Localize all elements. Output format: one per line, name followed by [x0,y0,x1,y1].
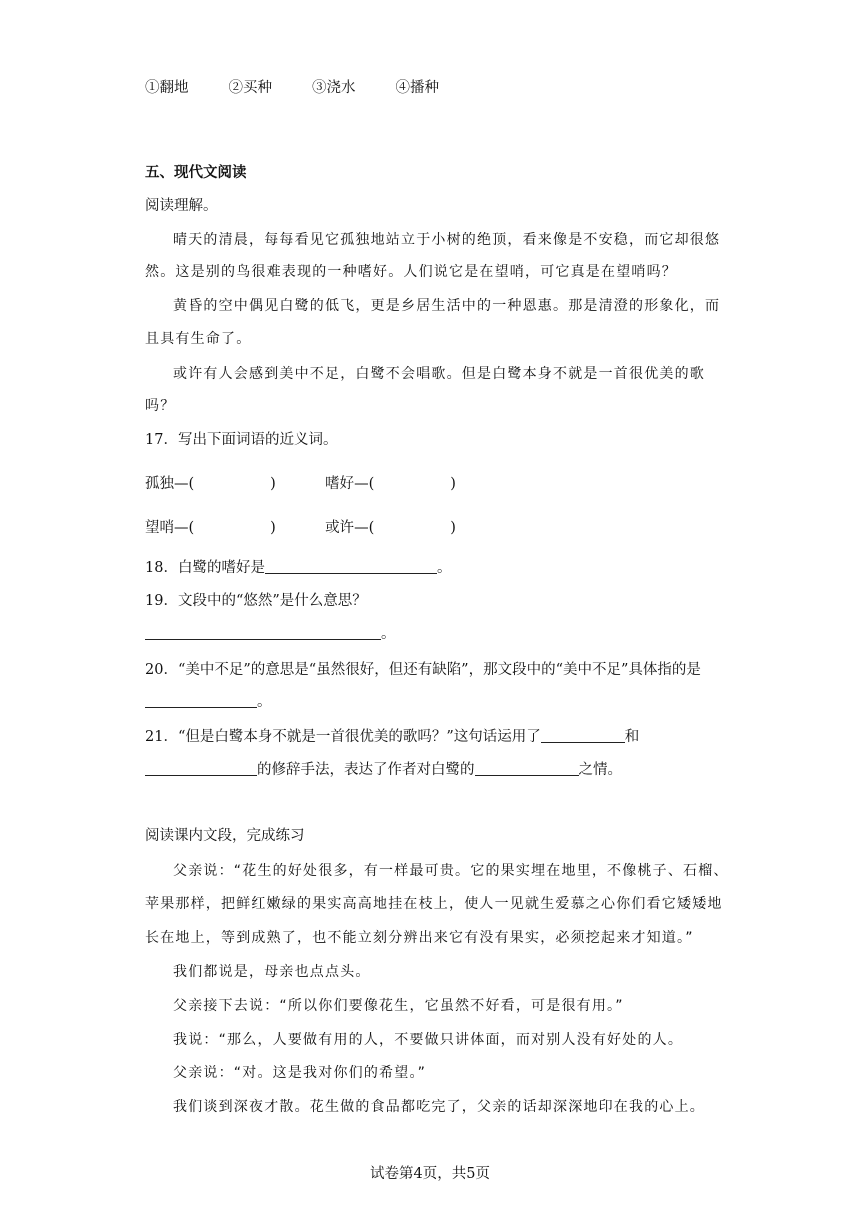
reading2-line: 父亲说：“花生的好处很多，有一样最可贵。它的果实埋在地里，不像桃子、石榴、 [173,863,729,879]
q21-and: 和 [624,729,640,745]
answer-blank[interactable] [265,559,437,574]
q17-word: 嗜好 [325,476,355,492]
q17-row-2 [145,518,456,538]
reading2-line: 苹果那样，把鲜红嫩绿的果实高高地挂在枝上，使人一见就生爱慕之心你们看它矮矮地 [145,896,723,912]
reading2-line: 父亲接下去说：“所以你们要像花生，它虽然不好看，可是很有用。” [173,998,624,1014]
page-footer: 试卷第4页，共5页 [370,1166,490,1182]
option-1: ①翻地 [145,80,189,96]
q17-close: ) [270,520,276,536]
q19-suffix: 。 [381,626,396,642]
question-21 [145,727,639,747]
reading2-line: 长在地上，等到成熟了，也不能立刻分辨出来它有没有果实，必须挖起来才知道。” [145,930,694,946]
q17-word: 望哨 [145,520,174,536]
q20-suffix: 。 [257,694,272,710]
option-3: ③浇水 [312,80,356,96]
reading2-line: 我们都说是，母亲也点点头。 [173,964,371,980]
q17-close: ) [450,476,456,492]
reading1-instruction: 阅读理解。 [145,198,218,214]
reading1-line: 且具有生命了。 [145,331,252,347]
question-17: 17．写出下面词语的近义词。 [145,432,338,448]
answer-blank[interactable] [541,728,625,743]
reading1-line: 吗？ [145,398,176,414]
q17-word: 孤独 [145,476,174,492]
reading2-line: 我们谈到深夜才散。花生做的食品都吃完了，父亲的话却深深地印在我的心上。 [173,1099,705,1115]
answer-blank[interactable] [475,761,579,776]
q17-dash: —( [174,476,195,492]
answer-blank[interactable] [145,625,381,640]
q17-dash: —( [174,520,195,536]
q21-text: 21．“但是白鹭本身不就是一首很优美的歌吗？”这句话运用了 [145,729,541,745]
options-row [145,78,479,98]
q21-suffix: 之情。 [578,762,622,778]
q17-dash: —( [354,520,375,536]
question-19: 19．文段中的“悠然”是什么意思？ [145,593,367,609]
answer-blank[interactable] [145,761,257,776]
option-2: ②买种 [228,80,272,96]
section-heading: 五、现代文阅读 [145,164,247,181]
q19-answer-line [145,624,396,644]
option-4: ④播种 [395,80,439,96]
q17-row-1 [145,474,456,494]
reading2-line: 父亲说：“对。这是我对你们的希望。” [173,1065,427,1081]
q17-close: ) [450,520,456,536]
q21-line-2 [145,760,622,780]
reading1-line: 或许有人会感到美中不足，白鹭不会唱歌。但是白鹭本身不就是一首很优美的歌 [173,366,705,382]
q17-close: ) [270,476,276,492]
question-18 [145,558,451,578]
reading2-instruction: 阅读课内文段，完成练习 [145,828,305,844]
q18-suffix: 。 [436,560,452,576]
q18-text: 18．白鹭的嗜好是 [145,560,265,576]
q20-answer-line [145,692,272,712]
question-20: 20．“美中不足”的意思是“虽然很好，但还有缺陷”，那文段中的“美中不足”具体指的是 [145,662,701,678]
reading1-line: 黄昏的空中偶见白鹭的低飞，更是乡居生活中的一种恩惠。那是清澄的形象化，而 [173,298,721,314]
q21-mid: 的修辞手法，表达了作者对白鹭的 [257,762,475,778]
reading1-line: 晴天的清晨，每每看见它孤独地站立于小树的绝顶，看来像是不安稳，而它却很悠 [173,232,721,248]
q17-word: 或许 [325,520,355,536]
reading2-line: 我说：“那么，人要做有用的人，不要做只讲体面，而对别人没有好处的人。 [173,1032,684,1048]
answer-blank[interactable] [145,693,257,708]
reading1-line: 然。这是别的鸟很难表现的一种嗜好。人们说它是在望哨，可它真是在望哨吗？ [145,264,677,280]
q17-dash: —( [354,476,375,492]
